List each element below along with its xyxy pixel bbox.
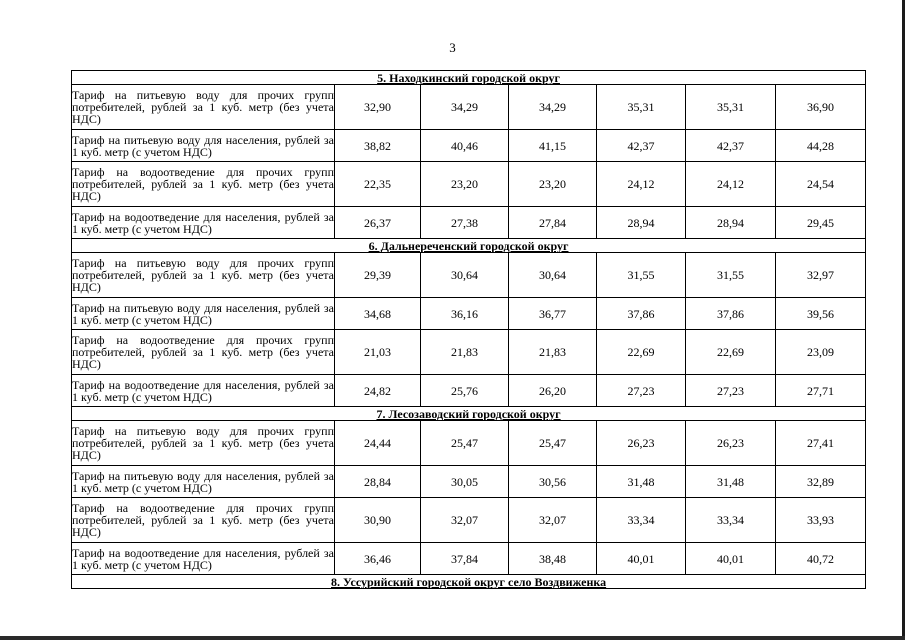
tariff-value: 24,12 [597,162,686,207]
tariff-value: 25,76 [421,375,509,407]
tariff-label: Тариф на питьевую воду для населения, рублей за 1 куб. метр (с учетом НДС) [72,130,335,162]
tariff-value: 24,12 [686,162,776,207]
tariff-value: 37,86 [686,298,776,330]
tariff-value: 35,31 [686,85,776,130]
tariff-label: Тариф на питьевую воду для населения, рублей за 1 куб. метр (с учетом НДС) [72,298,335,330]
tariff-label: Тариф на питьевую воду для прочих групп потребителей, рублей за 1 куб. метр (без учета НДС) [72,421,335,466]
tariff-value: 25,47 [509,421,597,466]
table-row [72,375,866,407]
table-row [72,298,866,330]
tariff-value: 28,84 [335,466,421,498]
section-title: 6. Дальнереченский городской округ [72,239,866,253]
tariff-value: 32,07 [509,498,597,543]
table-row [72,130,866,162]
scan-edge-bottom [0,636,905,640]
tariff-value: 29,39 [335,253,421,298]
tariff-value: 36,16 [421,298,509,330]
tariff-value: 26,20 [509,375,597,407]
tariff-value: 23,20 [509,162,597,207]
section-title: 7. Лесозаводский городской округ [72,407,866,421]
tariff-value: 24,44 [335,421,421,466]
tariff-label: Тариф на водоотведение для населения, рублей за 1 куб. метр (с учетом НДС) [72,375,335,407]
tariff-value: 27,71 [776,375,866,407]
tariff-value: 30,64 [509,253,597,298]
tariff-value: 40,72 [776,543,866,575]
tariff-label: Тариф на питьевую воду для прочих групп потребителей, рублей за 1 куб. метр (без учета НДС) [72,253,335,298]
section-header-row [72,575,866,589]
tariff-value: 22,69 [686,330,776,375]
tariff-label: Тариф на водоотведение для прочих групп потребителей, рублей за 1 куб. метр (без учета НДС) [72,330,335,375]
tariff-value: 30,05 [421,466,509,498]
tariff-value: 32,97 [776,253,866,298]
tariff-value: 27,84 [509,207,597,239]
tariff-table [71,70,866,589]
table-row [72,543,866,575]
tariff-value: 40,01 [597,543,686,575]
tariff-value: 30,64 [421,253,509,298]
tariff-value: 31,48 [686,466,776,498]
table-row [72,162,866,207]
tariff-value: 34,29 [421,85,509,130]
tariff-value: 33,34 [686,498,776,543]
tariff-value: 40,01 [686,543,776,575]
table-row [72,207,866,239]
tariff-value: 21,03 [335,330,421,375]
tariff-value: 42,37 [597,130,686,162]
tariff-value: 27,23 [686,375,776,407]
section-title: 8. Уссурийский городской округ село Воздвиженка [72,575,866,589]
tariff-value: 22,35 [335,162,421,207]
tariff-table-body [72,71,866,589]
tariff-value: 44,28 [776,130,866,162]
tariff-value: 22,69 [597,330,686,375]
tariff-value: 31,55 [597,253,686,298]
tariff-value: 24,54 [776,162,866,207]
tariff-value: 31,48 [597,466,686,498]
tariff-value: 28,94 [686,207,776,239]
tariff-value: 35,31 [597,85,686,130]
tariff-value: 27,23 [597,375,686,407]
tariff-value: 32,07 [421,498,509,543]
tariff-label: Тариф на водоотведение для прочих групп потребителей, рублей за 1 куб. метр (без учета НДС) [72,498,335,543]
tariff-value: 26,23 [686,421,776,466]
tariff-value: 36,77 [509,298,597,330]
tariff-value: 32,90 [335,85,421,130]
tariff-value: 23,20 [421,162,509,207]
tariff-value: 34,68 [335,298,421,330]
tariff-value: 30,90 [335,498,421,543]
tariff-value: 21,83 [421,330,509,375]
tariff-value: 33,93 [776,498,866,543]
table-row [72,466,866,498]
tariff-value: 34,29 [509,85,597,130]
table-row [72,253,866,298]
tariff-value: 38,48 [509,543,597,575]
tariff-value: 29,45 [776,207,866,239]
tariff-value: 27,41 [776,421,866,466]
tariff-label: Тариф на питьевую воду для населения, рублей за 1 куб. метр (с учетом НДС) [72,466,335,498]
section-header-row [72,239,866,253]
page-number: 3 [449,40,456,55]
tariff-value: 23,09 [776,330,866,375]
tariff-value: 42,37 [686,130,776,162]
section-header-row [72,407,866,421]
tariff-value: 39,56 [776,298,866,330]
tariff-label: Тариф на водоотведение для населения, рублей за 1 куб. метр (с учетом НДС) [72,207,335,239]
section-title: 5. Находкинский городской округ [72,71,866,85]
tariff-value: 24,82 [335,375,421,407]
table-row [72,330,866,375]
section-header-row [72,71,866,85]
tariff-value: 26,37 [335,207,421,239]
tariff-value: 41,15 [509,130,597,162]
tariff-label: Тариф на питьевую воду для прочих групп потребителей, рублей за 1 куб. метр (без учета НДС) [72,85,335,130]
tariff-value: 27,38 [421,207,509,239]
tariff-value: 32,89 [776,466,866,498]
tariff-value: 31,55 [686,253,776,298]
tariff-value: 21,83 [509,330,597,375]
tariff-value: 38,82 [335,130,421,162]
tariff-label: Тариф на водоотведение для населения, рублей за 1 куб. метр (с учетом НДС) [72,543,335,575]
tariff-value: 30,56 [509,466,597,498]
tariff-value: 36,46 [335,543,421,575]
tariff-label: Тариф на водоотведение для прочих групп потребителей, рублей за 1 куб. метр (без учета НДС) [72,162,335,207]
tariff-value: 40,46 [421,130,509,162]
tariff-value: 33,34 [597,498,686,543]
tariff-value: 37,84 [421,543,509,575]
table-row [72,421,866,466]
table-row [72,498,866,543]
tariff-value: 36,90 [776,85,866,130]
tariff-value: 25,47 [421,421,509,466]
tariff-value: 28,94 [597,207,686,239]
tariff-value: 26,23 [597,421,686,466]
tariff-value: 37,86 [597,298,686,330]
table-row [72,85,866,130]
